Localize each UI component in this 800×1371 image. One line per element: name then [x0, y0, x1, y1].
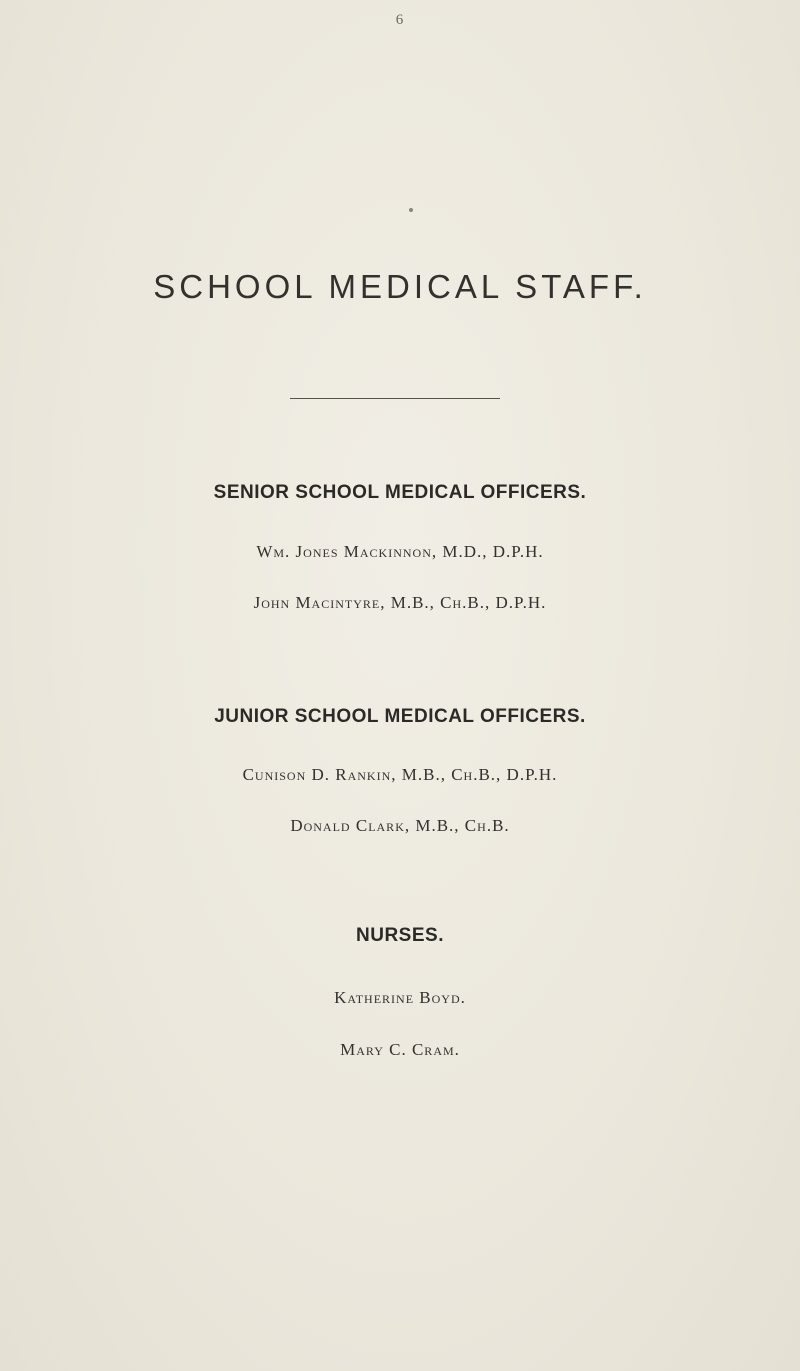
staff-name: Wm. Jones Mackinnon, M.D., D.P.H. — [256, 542, 544, 561]
staff-name: John Macintyre, M.B., Ch.B., D.P.H. — [253, 593, 547, 612]
ink-dot — [409, 208, 413, 212]
staff-name: Donald Clark, M.B., Ch.B. — [290, 816, 510, 835]
staff-name: Cunison D. Rankin, M.B., Ch.B., D.P.H. — [242, 765, 558, 784]
staff-name: Katherine Boyd. — [334, 988, 466, 1007]
section-heading-nurses: NURSES. — [356, 925, 444, 946]
section-heading-senior-officers: SENIOR SCHOOL MEDICAL OFFICERS. — [213, 482, 587, 503]
page-title: SCHOOL MEDICAL STAFF. — [153, 268, 647, 305]
section-heading-junior-officers: JUNIOR SCHOOL MEDICAL OFFICERS. — [214, 706, 586, 727]
title-divider — [290, 398, 500, 399]
staff-name: Mary C. Cram. — [340, 1040, 460, 1059]
page-number: 6 — [395, 12, 405, 28]
